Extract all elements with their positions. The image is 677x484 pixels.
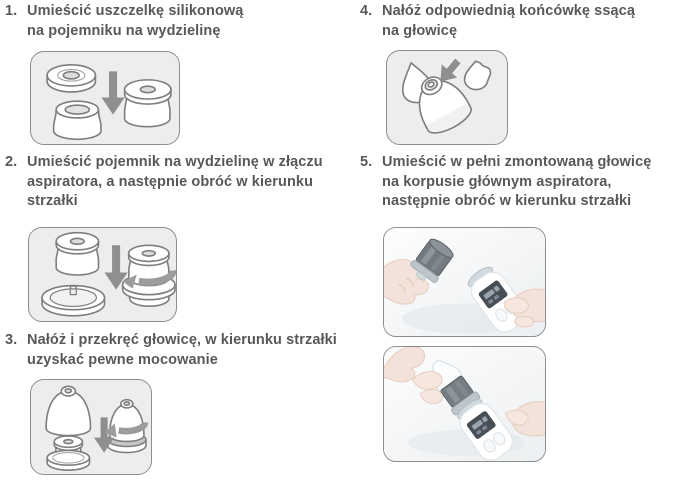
step-3-lines [27, 331, 337, 370]
photo-attach-head [384, 228, 545, 336]
step-2-line-3: strzałki [27, 193, 78, 209]
step-3-line-2: uzyskać pewne mocowanie [27, 351, 218, 368]
step-1-figure [30, 51, 180, 145]
photo-rotate-head [384, 347, 545, 461]
step-2-text [5, 153, 355, 212]
step-5-line-1: Umieścić w pełni zmontowaną głowicę [382, 154, 652, 170]
step-5-line-3: następnie obróć w kierunku strzałki [382, 193, 632, 209]
container-on-base-icon [47, 436, 89, 470]
step-1-line-1: Umieścić uszczelkę silikonową [27, 3, 244, 19]
container-with-gasket-icon [56, 233, 98, 275]
step-1-lines [27, 2, 243, 41]
step-1-number: 1. [5, 3, 18, 19]
step-4-line-1: Nałóż odpowiednią końcówkę ssącą [382, 3, 635, 19]
step-3-number: 3. [5, 332, 18, 348]
step-5-number: 5. [360, 154, 373, 170]
step-3-text [5, 331, 360, 370]
container-into-socket-diagram [29, 228, 176, 321]
step-2-number: 2. [5, 154, 18, 170]
tip-onto-head-diagram [387, 51, 507, 144]
step-4-lines [382, 2, 635, 41]
step-5-photo-rotate [383, 346, 546, 462]
step-2-line-2: aspiratora, a następnie obróć w kierunku [27, 173, 314, 190]
step-4-line-2: na głowicę [382, 22, 458, 39]
step-3-line-1: Nałóż i przekręć głowicę, w kierunku strzałki [27, 332, 337, 348]
step-5-lines [382, 153, 651, 212]
step-5-photo-attach [383, 227, 546, 337]
step-2-lines [27, 153, 323, 212]
aspirator-head-icon [46, 386, 90, 435]
step-4-figure [386, 50, 508, 145]
step-4-text [360, 2, 675, 41]
assembled-container-icon [125, 80, 171, 127]
step-2-figure [28, 227, 177, 322]
step-5-text [360, 153, 675, 212]
down-arrow-icon [101, 71, 124, 114]
suction-tip-alt-icon [465, 61, 491, 89]
aspirator-socket-icon [42, 286, 104, 316]
step-1-text [5, 2, 355, 41]
gasket-onto-container-diagram [31, 52, 179, 144]
step-3-figure [30, 379, 152, 475]
step-4-number: 4. [360, 3, 373, 19]
step-1-line-2: na pojemniku na wydzielinę [27, 22, 221, 39]
head-onto-container-diagram [31, 380, 151, 474]
step-5-line-2: na korpusie głównym aspiratora, [382, 173, 612, 190]
step-2-line-1: Umieścić pojemnik na wydzielinę w złączu [27, 154, 323, 170]
silicone-gasket-icon [47, 65, 95, 92]
secretion-container-icon [54, 101, 101, 139]
